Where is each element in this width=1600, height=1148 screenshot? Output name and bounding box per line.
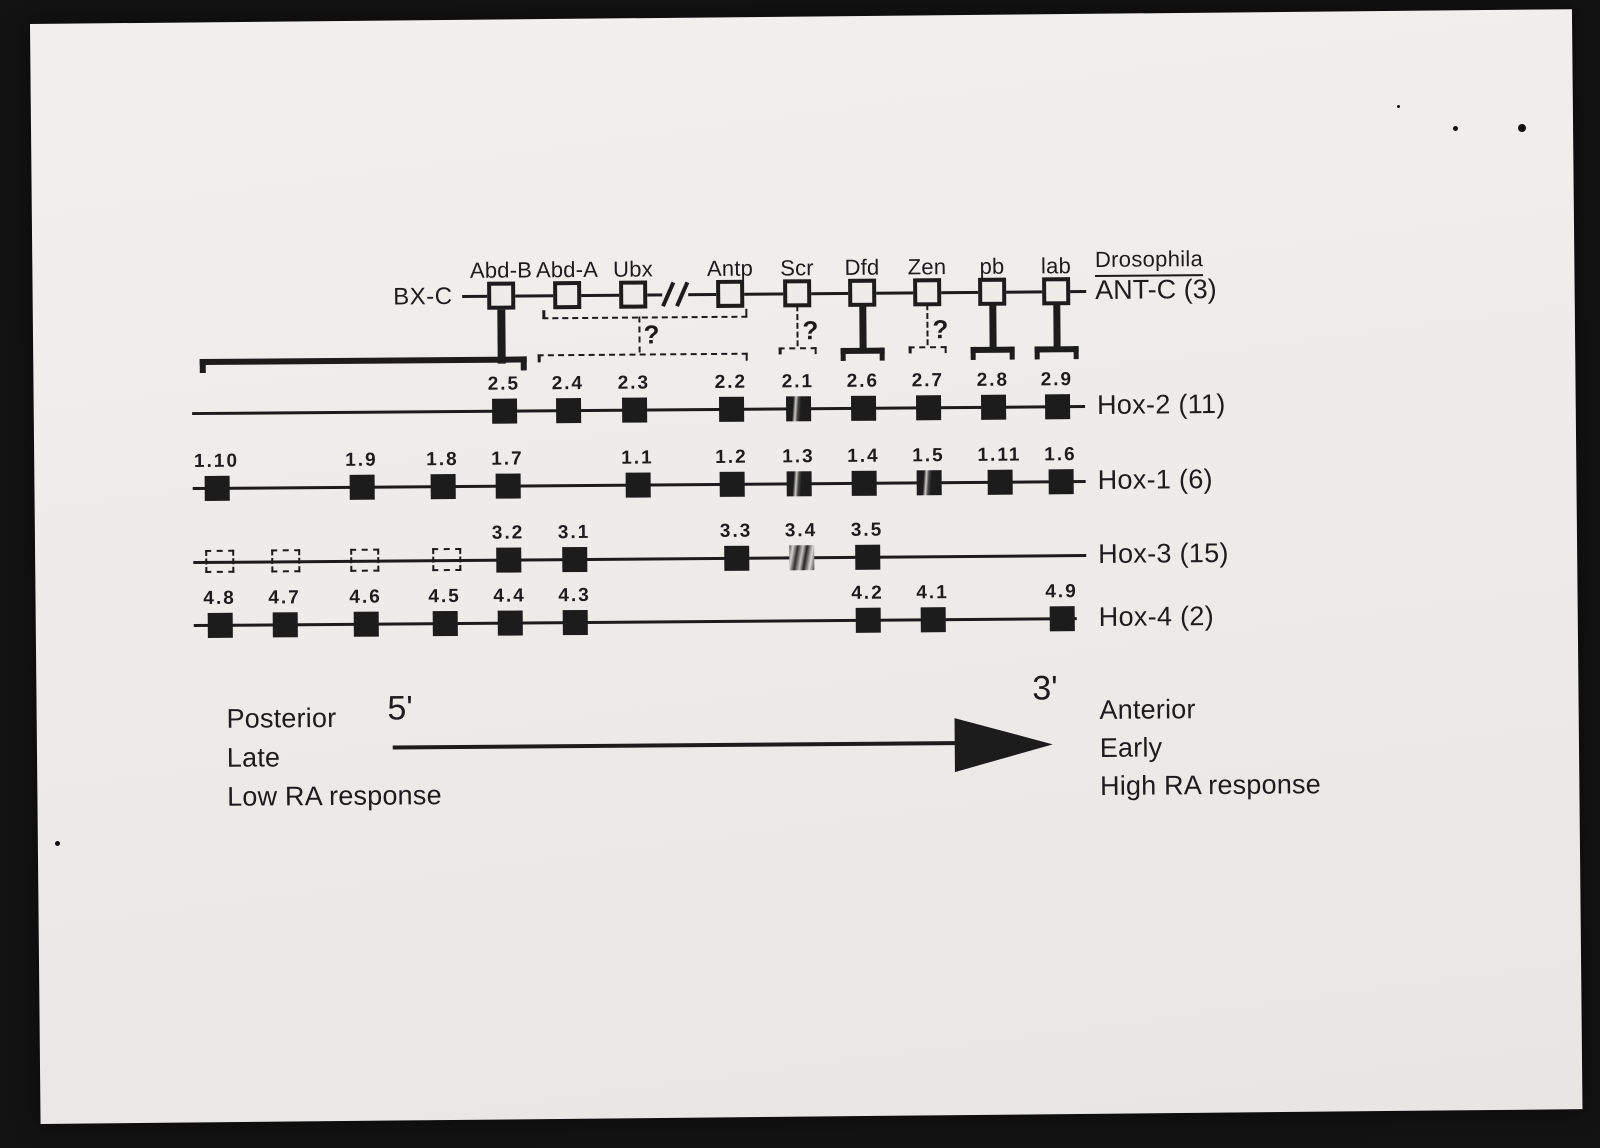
hox-candidate-box (271, 549, 300, 572)
connector-dashed-tick (745, 308, 748, 316)
hox-candidate-box (432, 548, 461, 571)
connector-stem-pb (989, 304, 996, 348)
connector-tee-tick (1074, 346, 1079, 359)
drosophila-species-label: Drosophila (1095, 246, 1203, 277)
connector-dashed-tick (745, 353, 748, 361)
hox-square-2.6 (850, 395, 875, 420)
axis-arrowhead-icon (955, 717, 1053, 772)
gene-box-lab (1042, 277, 1070, 305)
hox-square-1.1 (625, 472, 650, 497)
connector-dashed-bracket-Zen (909, 346, 947, 348)
connector-tee-tick (880, 348, 885, 361)
hox-square-2.2 (718, 396, 743, 421)
hox-gene-label-4.5: 4.5 (428, 585, 461, 608)
axis-right-labels (1099, 689, 1321, 805)
connector-tee-tick (1010, 347, 1015, 360)
hox-square-1.6 (1048, 469, 1073, 494)
hox-square-4.7 (272, 612, 297, 637)
hox-gene-label-2.5: 2.5 (487, 373, 521, 395)
hox-square-4.9 (1049, 606, 1074, 631)
hox-square-3.1 (562, 546, 587, 571)
hox-gene-label-1.10: 1.10 (193, 450, 240, 473)
connector-stem-Dfd (859, 305, 866, 349)
hox-square-1.9 (349, 474, 374, 499)
gene-box-Abd-A (553, 281, 581, 309)
hox-gene-label-2.1: 2.1 (781, 371, 815, 393)
hox-gene-label-3.4: 3.4 (784, 520, 818, 542)
connector-stem-Abd-B (497, 310, 505, 364)
hox-gene-label-1.7: 1.7 (491, 448, 524, 470)
connector-tee-pb (971, 347, 1015, 353)
hox-square-1.3 (786, 471, 811, 496)
connector-tee-lab (1035, 346, 1079, 352)
hox-candidate-box (350, 549, 379, 572)
hox-gene-label-1.3: 1.3 (782, 446, 815, 468)
hox-row-line-Hox-3 (193, 554, 1086, 564)
gene-box-Zen (913, 278, 941, 306)
early-label: Early (1099, 732, 1163, 763)
hox-square-3.2 (496, 547, 521, 572)
uncertain-homology-question-mark: ? (932, 314, 949, 345)
gene-box-Ubx (619, 280, 647, 308)
hox-gene-label-1.6: 1.6 (1044, 444, 1077, 466)
high-ra-response-label: High RA response (1099, 769, 1321, 801)
connector-dashed-tick (909, 346, 912, 353)
hox-square-2.9 (1044, 394, 1069, 419)
hox-gene-label-4.2: 4.2 (851, 582, 884, 604)
hox-gene-label-2.7: 2.7 (911, 370, 945, 392)
anterior-label: Anterior (1099, 694, 1196, 725)
hox-square-1.11 (987, 469, 1012, 494)
hox-square-4.2 (855, 607, 880, 632)
hox-square-1.8 (430, 473, 455, 498)
hox-gene-label-2.4: 2.4 (551, 372, 585, 395)
bxc-complex-label: BX-C (393, 283, 453, 311)
hox-gene-label-4.3: 4.3 (558, 584, 591, 607)
hox-gene-label-1.1: 1.1 (621, 447, 654, 469)
connector-tee-Dfd (841, 348, 885, 354)
three-prime-label: 3' (1032, 669, 1058, 708)
hox-gene-label-1.11: 1.11 (977, 444, 1022, 466)
connector-bracket-Abd-B (200, 356, 527, 365)
hox-gene-label-4.6: 4.6 (349, 586, 382, 608)
late-label: Late (226, 742, 281, 773)
hox-square-2.1 (785, 396, 810, 421)
connector-stem-lab (1053, 303, 1060, 347)
hox-square-1.5 (916, 470, 941, 495)
gene-label-pb: pb (979, 253, 1005, 279)
hox-gene-label-2.9: 2.9 (1040, 369, 1074, 391)
hox-gene-label-3.5: 3.5 (850, 519, 884, 541)
hox-square-4.8 (207, 612, 232, 637)
hox-square-4.6 (353, 611, 378, 636)
axis-arrow-line (393, 741, 968, 749)
hox-square-2.4 (555, 398, 580, 423)
gene-label-Abd-B: Abd-B (469, 257, 533, 283)
hox-square-2.8 (980, 394, 1005, 419)
gene-label-Zen: Zen (907, 254, 947, 280)
connector-dashed-tick (944, 346, 947, 353)
hox-gene-label-3.1: 3.1 (557, 521, 591, 544)
gene-label-Abd-A: Abd-A (535, 256, 599, 283)
hox-row-label-Hox-3: Hox-3 (15) (1098, 537, 1229, 569)
connector-dashed-tick (814, 347, 817, 354)
uncertain-homology-question-mark: ? (802, 315, 819, 346)
hox-candidate-box (205, 550, 234, 573)
hox-row-label-Hox-2: Hox-2 (11) (1096, 388, 1226, 420)
hox-gene-label-2.8: 2.8 (976, 369, 1010, 391)
connector-dashed-bracket-Scr (779, 347, 817, 349)
hox-square-1.10 (204, 475, 229, 500)
low-ra-response-label: Low RA response (226, 780, 442, 812)
gene-box-Scr (783, 279, 811, 307)
gene-box-Antp (716, 280, 744, 308)
posterior-label: Posterior (226, 702, 337, 734)
hox-square-4.5 (432, 610, 457, 635)
hox-square-3.4 (789, 545, 814, 570)
hox-gene-label-4.1: 4.1 (916, 582, 949, 604)
hox-row-label-Hox-4: Hox-4 (2) (1098, 601, 1215, 632)
hox-square-2.7 (915, 395, 940, 420)
connector-dashed-tick (779, 347, 782, 354)
hox-gene-label-3.3: 3.3 (719, 520, 753, 542)
antc-complex-label: ANT-C (3) (1095, 274, 1217, 305)
axis-left-labels (226, 698, 442, 817)
connector-dashed-tick (538, 354, 541, 362)
hox-square-2.5 (491, 398, 516, 423)
hox-square-2.3 (621, 397, 646, 422)
hox-gene-label-2.6: 2.6 (846, 370, 880, 392)
hox-gene-label-2.2: 2.2 (714, 371, 748, 393)
connector-tee-tick (971, 347, 976, 360)
hox-gene-label-1.8: 1.8 (426, 448, 459, 471)
connector-dashed-stem-Zen (926, 304, 928, 345)
gene-label-lab: lab (1040, 253, 1072, 279)
gene-box-Abd-B (487, 282, 515, 310)
connector-dashed-tick (542, 310, 545, 318)
hox-gene-label-1.9: 1.9 (345, 449, 378, 471)
hox-square-4.3 (562, 609, 587, 634)
hox-square-4.4 (497, 610, 522, 635)
hox-row-label-Hox-1: Hox-1 (6) (1097, 464, 1214, 495)
connector-dashed-stem-Scr (796, 305, 798, 346)
five-prime-label: 5' (387, 689, 413, 728)
connector-dashed-bottom-Abd-A-Antp (538, 353, 748, 357)
hox-square-3.5 (855, 544, 880, 569)
connector-bracket-tick (521, 356, 527, 370)
hox-gene-label-3.2: 3.2 (491, 522, 525, 544)
hox-gene-label-2.3: 2.3 (617, 372, 651, 394)
gene-box-Dfd (848, 279, 876, 307)
hox-gene-label-1.4: 1.4 (847, 445, 880, 467)
hox-gene-label-4.7: 4.7 (268, 587, 301, 609)
gene-label-Dfd: Dfd (844, 254, 880, 280)
gene-label-Scr: Scr (780, 255, 814, 281)
hox-square-1.2 (719, 471, 744, 496)
connector-tee-tick (841, 348, 846, 361)
hox-square-3.3 (724, 545, 749, 570)
hox-square-4.1 (920, 607, 945, 632)
hox-gene-label-1.2: 1.2 (715, 446, 748, 468)
hox-gene-label-1.5: 1.5 (912, 445, 945, 467)
connector-dashed-mid-Abd-A-Antp (638, 317, 640, 353)
hox-square-1.7 (495, 473, 520, 498)
connector-bracket-tick (200, 359, 206, 373)
hox-gene-label-4.4: 4.4 (493, 585, 526, 607)
hox-gene-label-4.8: 4.8 (203, 587, 236, 609)
uncertain-homology-question-mark: ? (643, 319, 660, 350)
gene-label-Antp: Antp (706, 255, 754, 282)
gene-label-Ubx: Ubx (613, 256, 653, 282)
gene-box-pb (978, 278, 1006, 306)
hox-square-1.4 (851, 470, 876, 495)
hox-gene-label-4.9: 4.9 (1045, 581, 1078, 603)
connector-tee-tick (1035, 346, 1040, 359)
